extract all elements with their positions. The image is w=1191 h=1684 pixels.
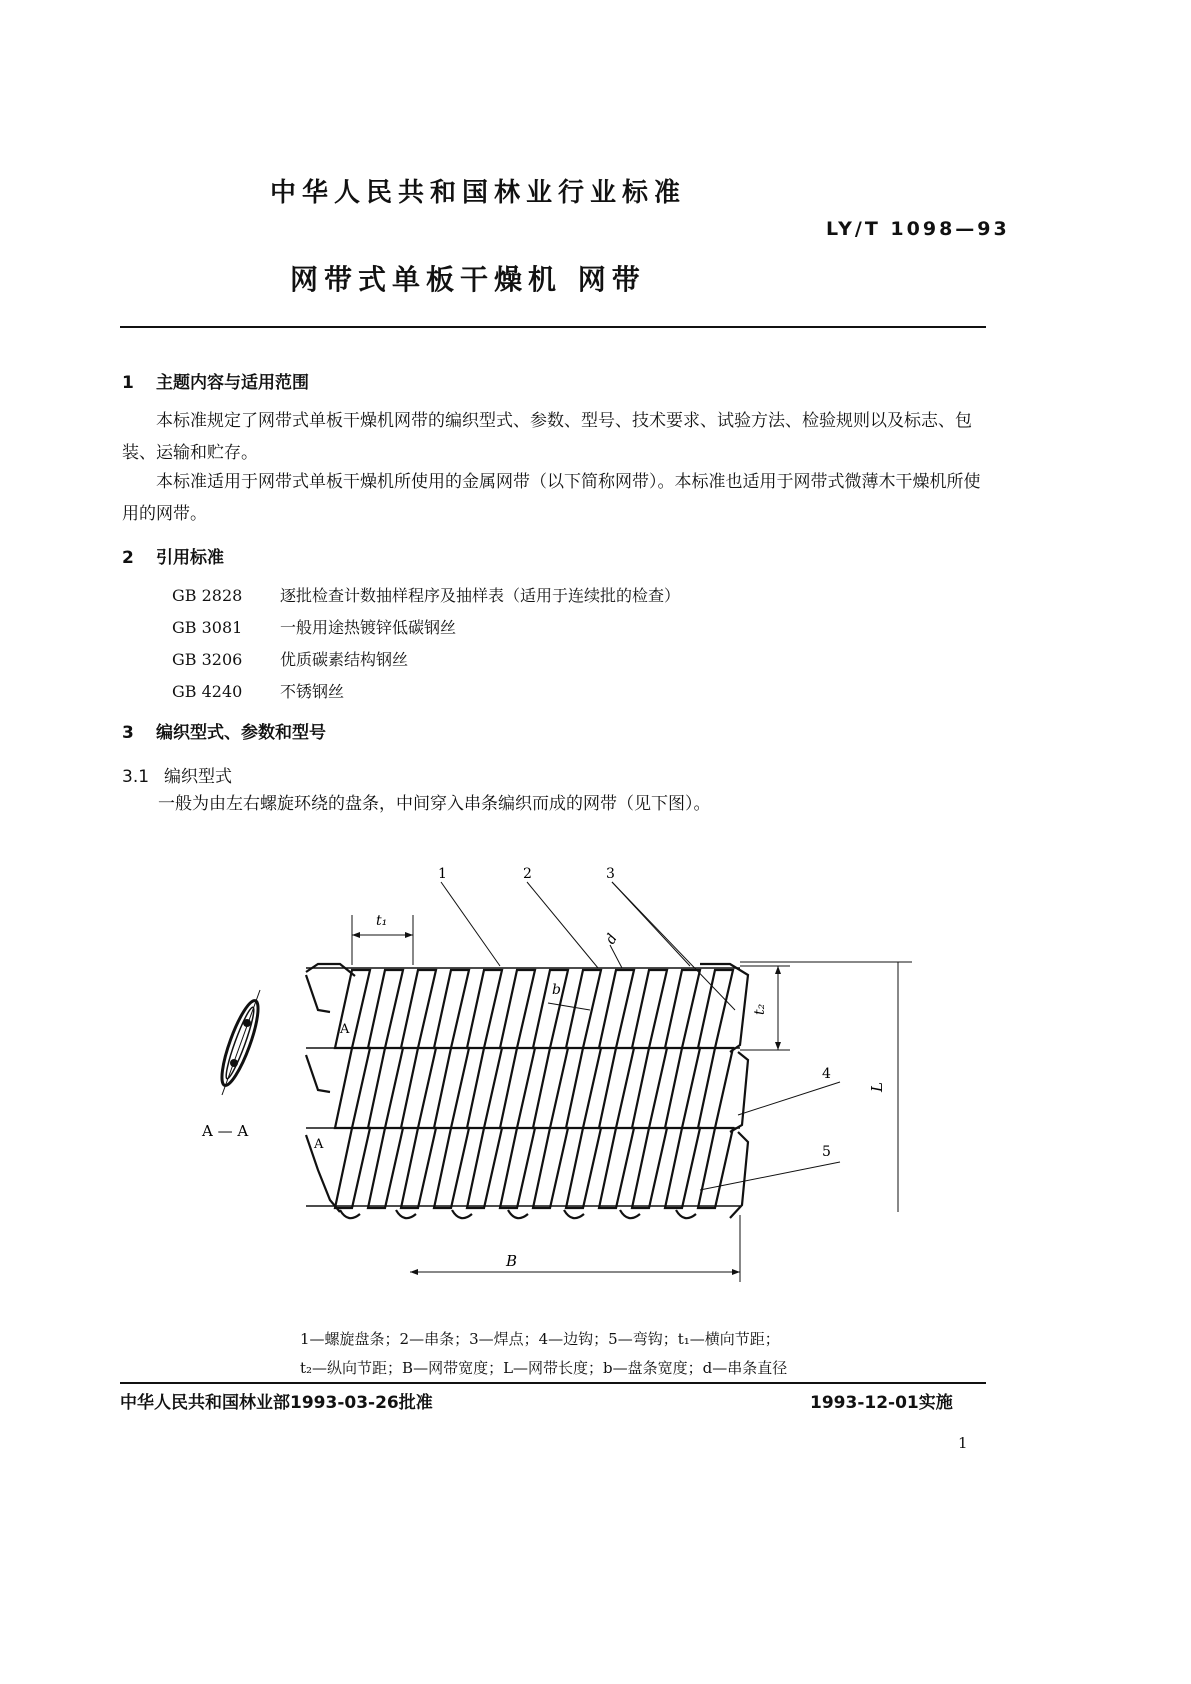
dim-L: L [868, 1082, 886, 1092]
section-title: 编织型式、参数和型号 [156, 723, 326, 743]
standard-name: 中华人民共和国林业行业标准 [270, 178, 687, 208]
figure-caption-line-2: t₂—纵向节距；B—网带宽度；L—网带长度；b—盘条宽度；d—串条直径 [300, 1359, 788, 1377]
callout-5: 5 [822, 1144, 831, 1160]
section-num: 1 [122, 373, 134, 393]
page-number: 1 [958, 1434, 968, 1452]
callout-1: 1 [438, 866, 447, 882]
section-1-paragraph-1: 本标准规定了网带式单板干燥机网带的编织型式、参数、型号、技术要求、试验方法、检验规则以及标志、包装、运输和贮存。 [122, 411, 972, 463]
callout-3: 3 [606, 866, 615, 882]
callout-2: 2 [523, 866, 532, 882]
subsection-num: 3.1 [122, 767, 150, 787]
figure-caption-line-1: 1—螺旋盘条；2—串条；3—焊点；4—边钩；5—弯钩；t₁—横向节距； [300, 1330, 780, 1348]
section-1-paragraph-2: 本标准适用于网带式单板干燥机所使用的金属网带（以下简称网带）。本标准也适用于网带式微薄木干燥机所使用的网带。 [122, 472, 981, 524]
reference-code: GB 2828 [172, 586, 243, 605]
dimension-arrows [352, 932, 781, 1275]
mesh-belt-body [306, 964, 748, 1218]
footer-rule [120, 1382, 986, 1384]
section-num: 2 [122, 548, 134, 568]
section-a-a-detail [215, 990, 265, 1095]
standard-code: LY/T 1098—93 [826, 218, 1010, 240]
dim-B: B [506, 1252, 518, 1270]
section-title: 引用标准 [156, 548, 224, 568]
dimension-lines [352, 882, 912, 1282]
reference-title: 不锈钢丝 [280, 682, 345, 701]
reference-title: 一般用途热镀锌低碳钢丝 [280, 618, 457, 637]
section-num: 3 [122, 723, 134, 743]
dim-d: d [602, 931, 621, 947]
reference-code: GB 3206 [172, 650, 243, 669]
reference-title: 逐批检查计数抽样程序及抽样表（适用于连续批的检查） [280, 586, 681, 605]
dim-t1: t₁ [376, 913, 388, 929]
section-label: A — A [202, 1122, 249, 1140]
reference-code: GB 4240 [172, 682, 243, 701]
dim-t2: t₂ [752, 1003, 768, 1015]
subsection-3-1-paragraph: 一般为由左右螺旋环绕的盘条，中间穿入串条编织而成的网带（见下图）。 [158, 794, 711, 814]
reference-title: 优质碳素结构钢丝 [280, 650, 409, 669]
section-marker-lower: A [314, 1137, 324, 1152]
section-marker-upper: A [340, 1022, 350, 1037]
reference-code: GB 3081 [172, 618, 243, 637]
subsection-title: 编织型式 [164, 767, 232, 787]
implementation-line: 1993-12-01实施 [810, 1393, 953, 1413]
dim-b: b [552, 982, 561, 998]
approval-line: 中华人民共和国林业部1993-03-26批准 [120, 1393, 433, 1413]
document-title: 网带式单板干燥机 网带 [290, 263, 646, 296]
section-title: 主题内容与适用范围 [156, 373, 309, 393]
callout-4: 4 [822, 1066, 831, 1082]
